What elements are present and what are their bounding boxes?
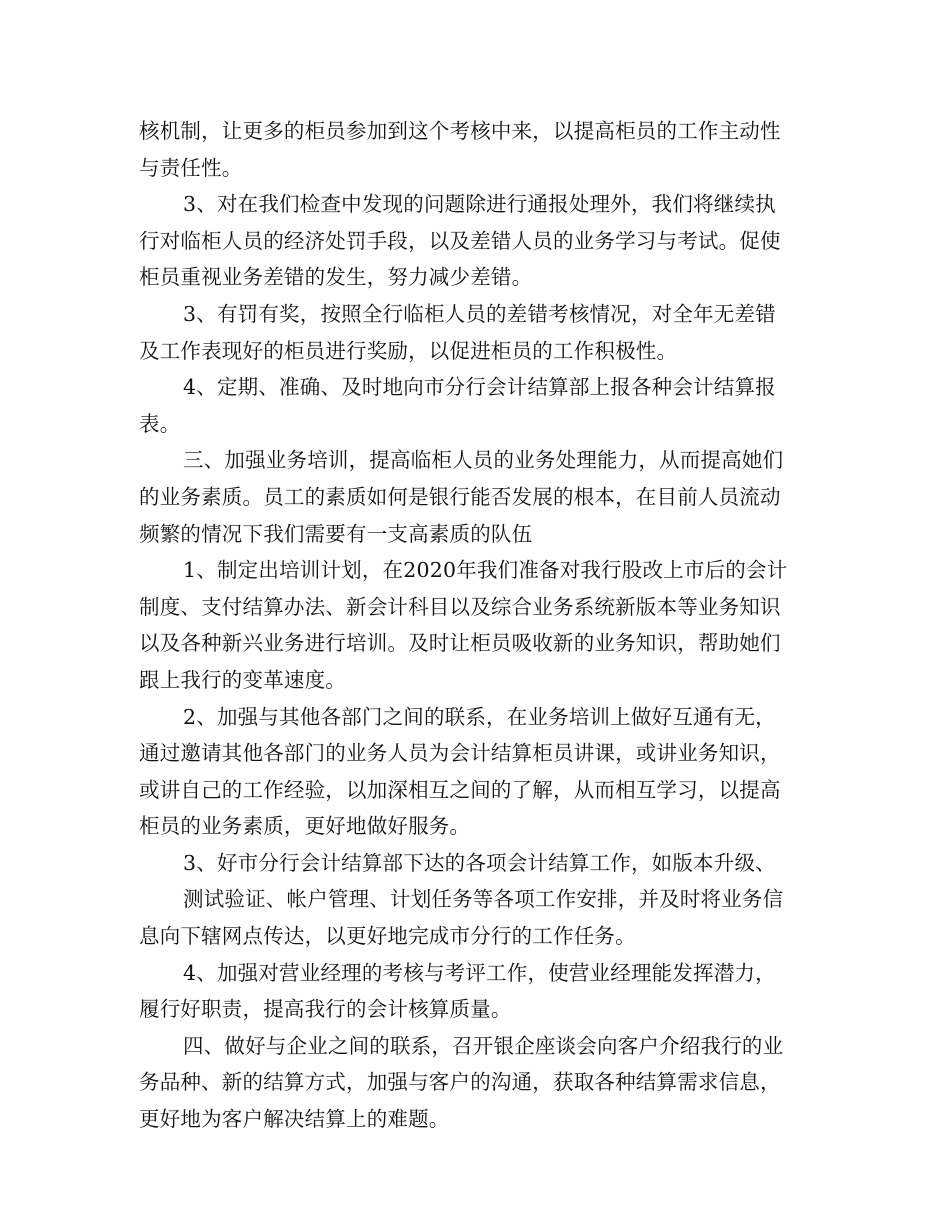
document-body [139, 113, 819, 1138]
text-line: 更好地为客户解决结算上的难题。 [139, 1107, 450, 1132]
text-line: 及工作表现好的柜员进行奖励，以促进柜员的工作积极性。 [139, 338, 678, 363]
text-line: 3、对在我们检查中发现的问题除进行通报处理外，我们将继续执 [183, 192, 776, 217]
text-line: 履行好职责，提高我行的会计核算质量。 [139, 997, 512, 1022]
text-line: 测试验证、帐户管理、计划任务等各项工作安排，并及时将业务信 [183, 887, 784, 912]
text-line: 四、做好与企业之间的联系，召开银企座谈会向客户介绍我行的业 [183, 1033, 784, 1058]
text-line: 1、制定出培训计划，在2020年我们准备对我行股改上市后的会计 [183, 558, 788, 583]
text-line: 4、定期、准确、及时地向市分行会计结算部上报各种会计结算报 [183, 375, 776, 400]
text-line: 以及各种新兴业务进行培训。及时让柜员吸收新的业务知识，帮助她们 [139, 631, 781, 656]
text-line: 的业务素质。员工的素质如何是银行能否发展的根本，在目前人员流动 [139, 484, 781, 509]
text-line: 三、加强业务培训，提高临柜人员的业务处理能力，从而提高她们 [183, 448, 784, 473]
text-line: 4、加强对营业经理的考核与考评工作，使营业经理能发挥潜力， [183, 960, 776, 985]
text-line: 3、好市分行会计结算部下达的各项会计结算工作，如版本升级、 [183, 850, 776, 875]
text-line: 3、有罚有奖，按照全行临柜人员的差错考核情况，对全年无差错 [183, 301, 776, 326]
text-line: 通过邀请其他各部门的业务人员为会计结算柜员讲课，或讲业务知识， [139, 741, 781, 766]
text-line: 表。 [139, 411, 181, 436]
text-line: 或讲自己的工作经验，以加深相互之间的了解，从而相互学习，以提高 [139, 777, 781, 802]
text-line: 核机制，让更多的柜员参加到这个考核中来，以提高柜员的工作主动性 [139, 119, 781, 143]
text-line: 跟上我行的变革速度。 [139, 667, 346, 692]
text-line: 行对临柜人员的经济处罚手段，以及差错人员的业务学习与考试。促使 [139, 228, 781, 253]
text-line: 务品种、新的结算方式，加强与客户的沟通，获取各种结算需求信息， [139, 1070, 781, 1095]
text-line: 频繁的情况下我们需要有一支高素质的队伍 [139, 521, 533, 546]
text-line: 柜员的业务素质，更好地做好服务。 [139, 814, 471, 839]
text-line: 制度、支付结算办法、新会计科目以及综合业务系统新版本等业务知识 [139, 594, 781, 619]
text-line: 柜员重视业务差错的发生，努力减少差错。 [139, 265, 533, 290]
text-line: 2、加强与其他各部门之间的联系，在业务培训上做好互通有无， [183, 704, 776, 729]
text-line: 息向下辖网点传达，以更好地完成市分行的工作任务。 [139, 924, 636, 949]
text-line: 与责任性。 [139, 155, 243, 180]
